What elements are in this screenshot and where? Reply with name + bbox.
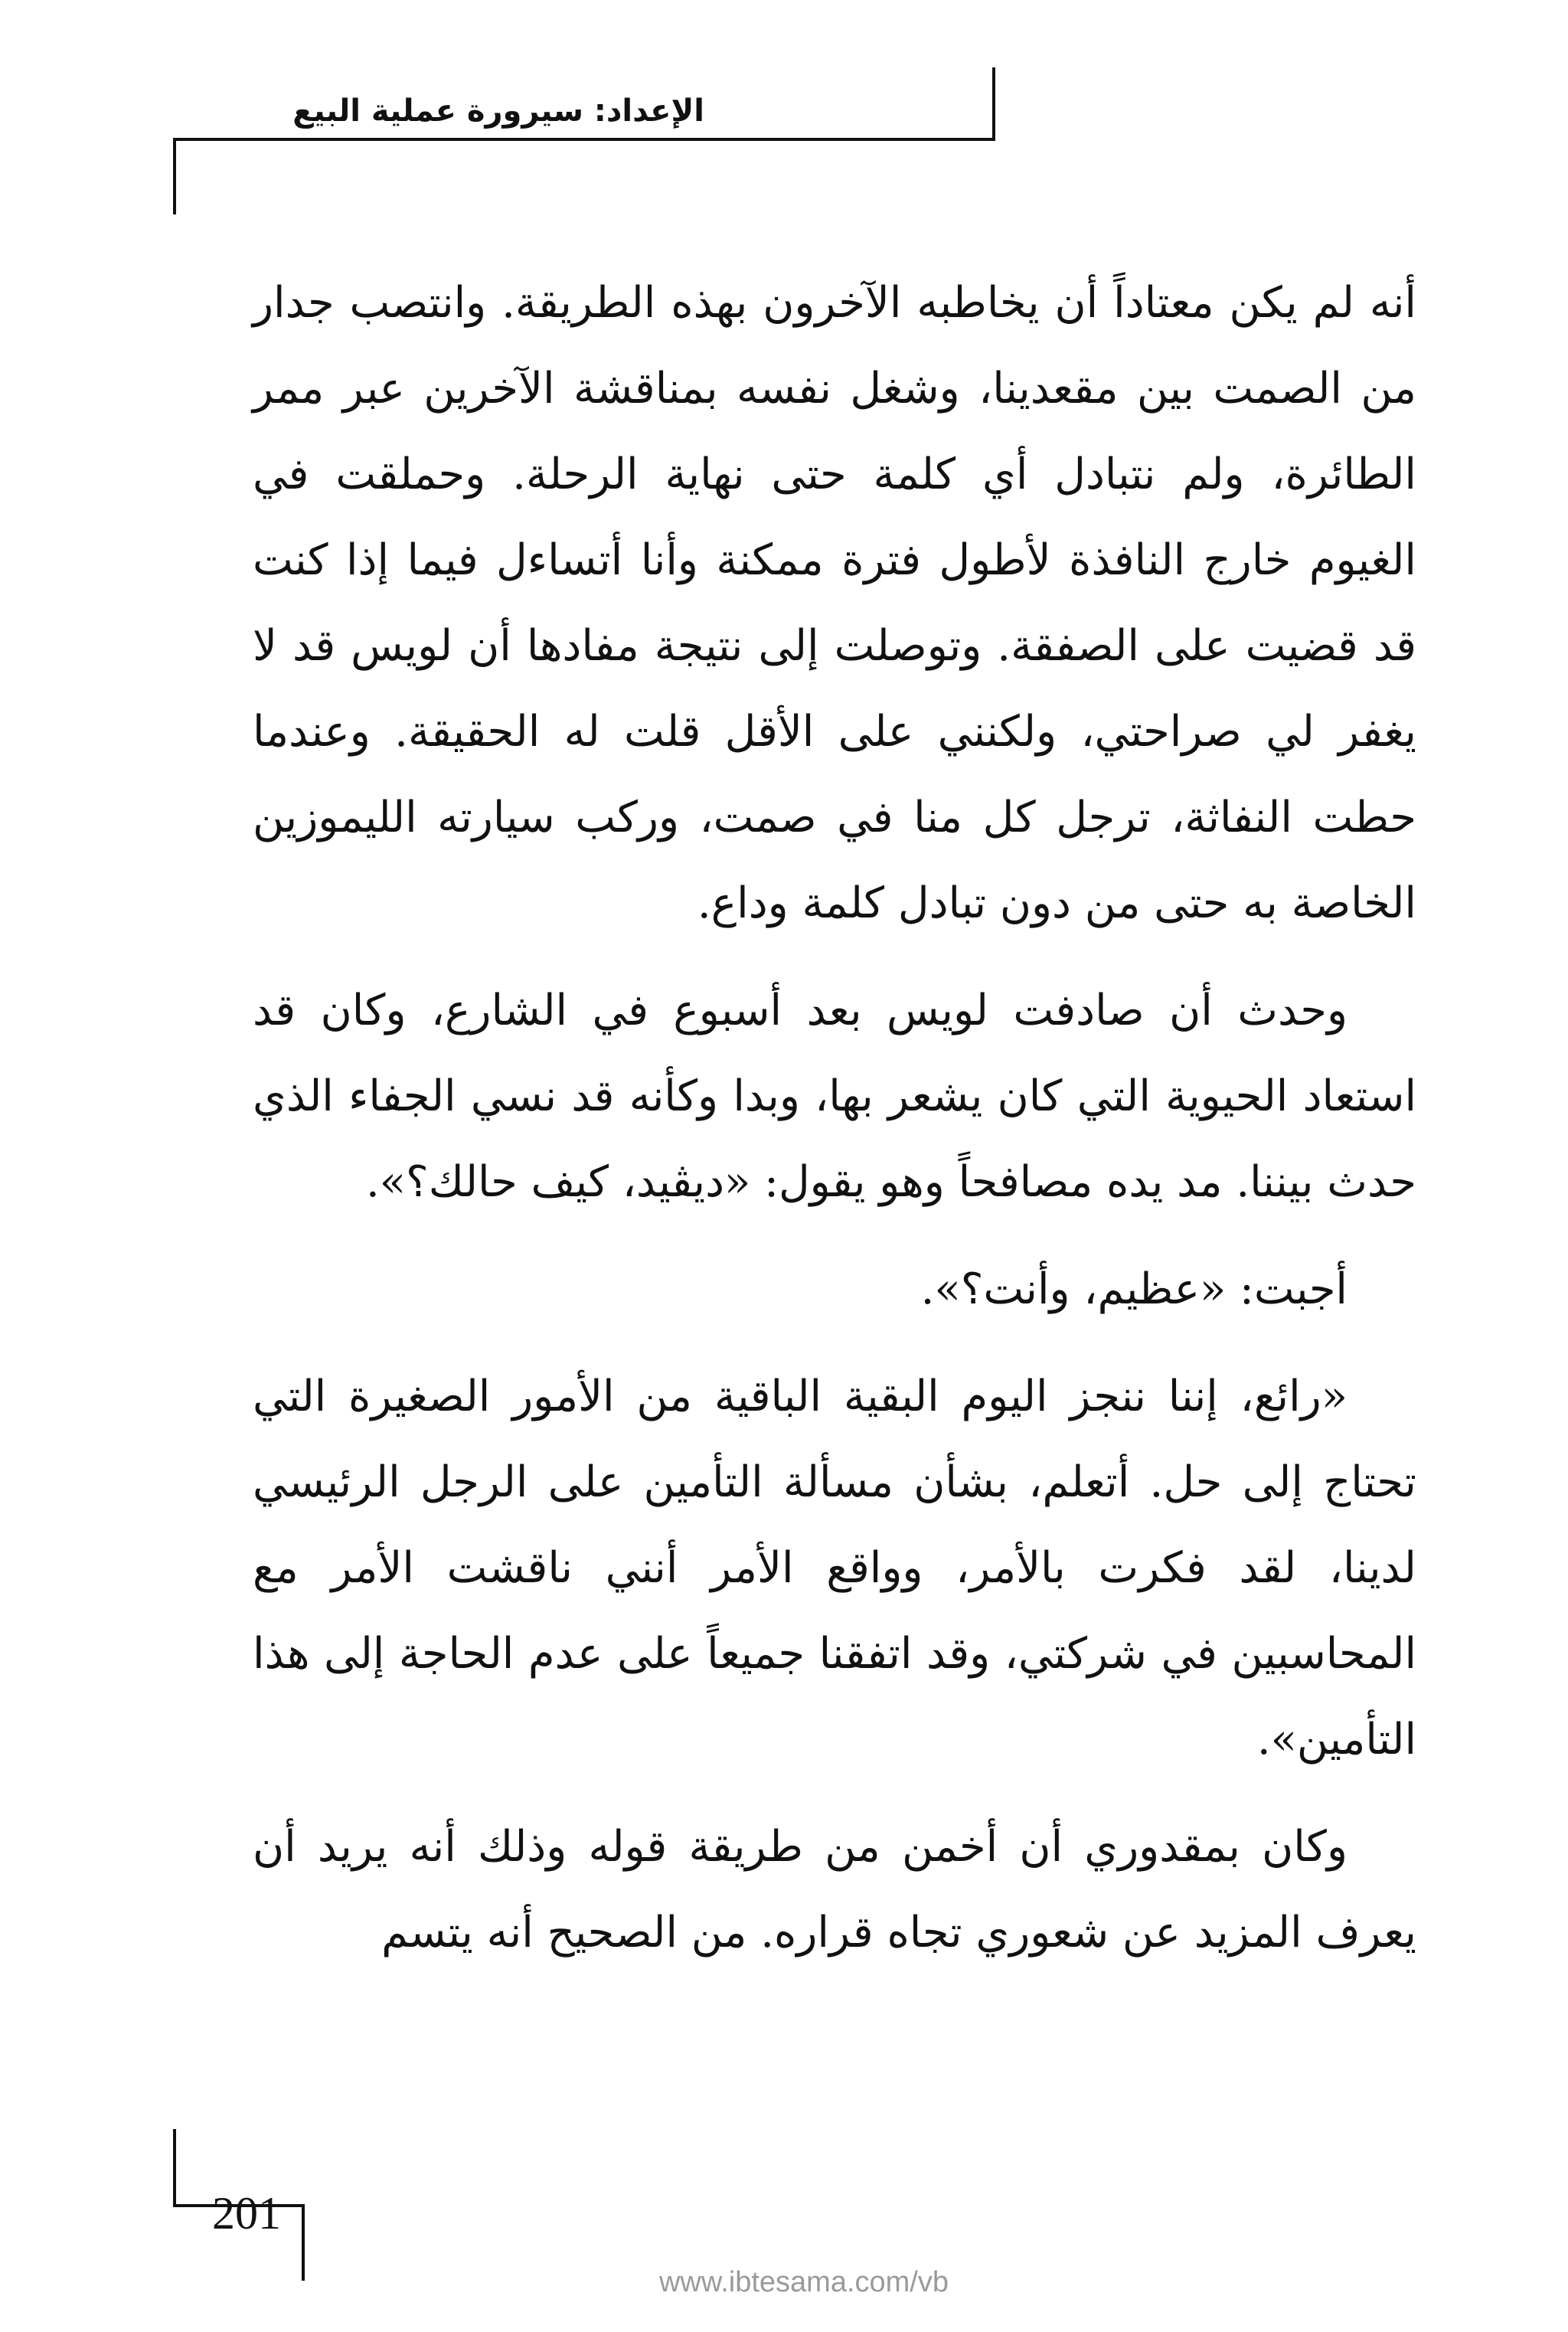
page-number: 201 bbox=[212, 2188, 281, 2239]
paragraph-2: وحدث أن صادفت لويس بعد أسبوع في الشارع، وكان قد استعاد الحيوية التي كان يشعر بها، وبدا وكأنه قد نسي الجفاء الذي حدث بيننا. مد يده مصافحاً وهو يقول: «ديڤيد، كيف حالك؟». bbox=[253, 986, 1416, 1207]
paragraph-1: أنه لم يكن معتاداً أن يخاطبه الآخرون بهذه الطريقة. وانتصب جدار من الصمت بين مقعدينا، وشغل نفسه بمناقشة الآخرين عبر ممر الطائرة، ولم نتبادل أي كلمة حتى نهاية الرحلة. وحملقت في الغيوم خارج النافذة لأطول فترة ممكنة وأنا أتساءل فيما إذا كنت قد قضيت على الصفقة. وتوصلت إلى نتيجة مفادها أن لويس قد لا يغفر لي صراحتي، ولكنني على الأقل قلت له الحقيقة. وعندما حطت النفاثة، ترجل كل منا في صمت، وركب سيارته الليموزين الخاصة به حتى من دون تبادل كلمة وداع. bbox=[253, 278, 1416, 928]
watermark-url: www.ibtesama.com/vb bbox=[658, 2266, 949, 2298]
paragraph-4: «رائع، إننا ننجز اليوم البقية الباقية من الأمور الصغيرة التي تحتاج إلى حل. أتعلم، بشأن مسألة التأمين على الرجل الرئيسي لدينا، لقد فكرت بالأمر، وواقع الأمر أنني ناقشت الأمر مع المحاسبين في شركتي، وقد اتفقنا جميعاً على عدم الحاجة إلى هذا التأمين». bbox=[253, 1372, 1416, 1765]
footer-rule-left-vertical bbox=[173, 2129, 176, 2207]
paragraph-5: وكان بمقدوري أن أخمن من طريقة قوله وذلك أنه يريد أن يعرف المزيد عن شعوري تجاه قراره. من الصحيح أنه يتسم bbox=[253, 1822, 1416, 1958]
header-rule-top bbox=[173, 138, 995, 141]
footer-rule-right-vertical bbox=[302, 2204, 305, 2281]
paragraph-3: أجبت: «عظيم، وأنت؟». bbox=[920, 1264, 1348, 1314]
header-rule-right-vertical bbox=[992, 67, 995, 139]
body-text bbox=[253, 260, 1416, 2144]
header-rule-left-vertical bbox=[173, 138, 176, 214]
running-header-title: الإعداد: سيرورة عملية البيع bbox=[292, 93, 704, 129]
